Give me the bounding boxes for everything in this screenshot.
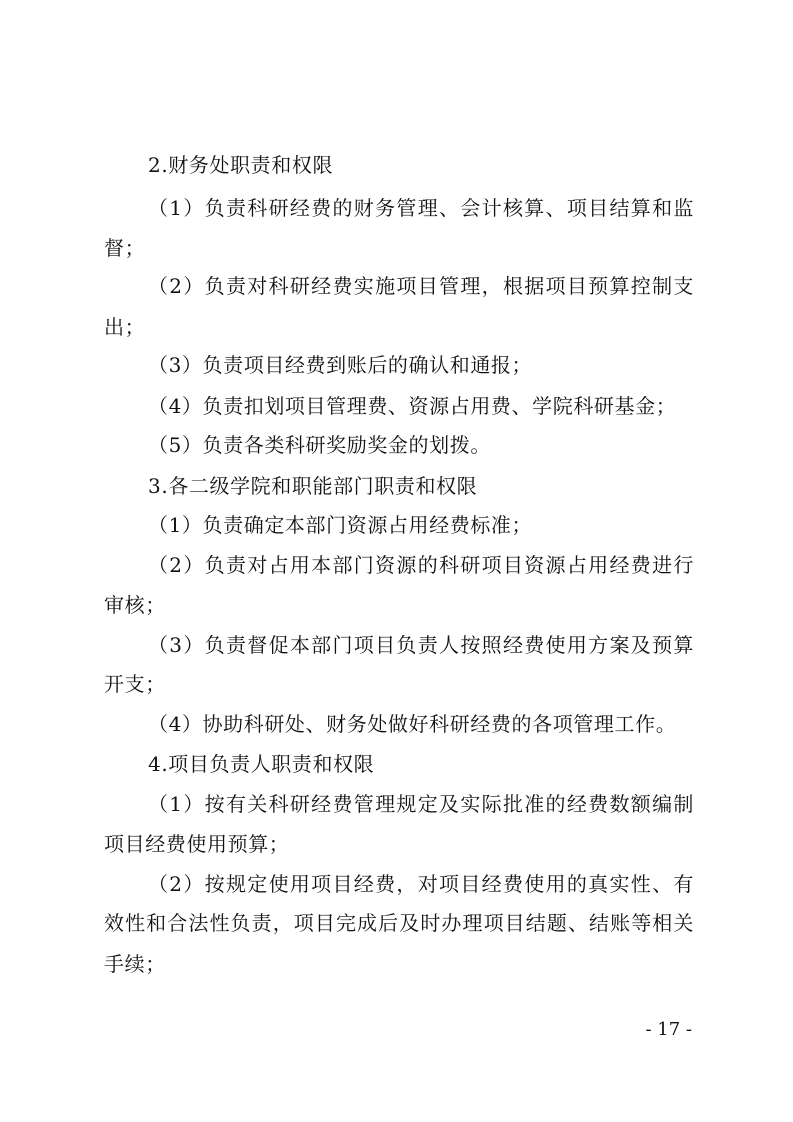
section-4-item-2-line-1: （2）按规定使用项目经费，对项目经费使用的真实性、有	[148, 872, 694, 896]
section-2-item-4: （4）负责扣划项目管理费、资源占用费、学院科研基金；	[148, 394, 677, 418]
section-2-heading: 2.财务处职责和权限	[148, 153, 334, 177]
section-2-item-1-line-1: （1）负责科研经费的财务管理、会计核算、项目结算和监	[148, 196, 694, 220]
section-2-item-3: （3）负责项目经费到账后的确认和通报；	[148, 353, 533, 377]
section-3-item-4: （4）协助科研处、财务处做好科研经费的各项管理工作。	[148, 712, 677, 736]
section-3-item-2-line-1: （2）负责对占用本部门资源的科研项目资源占用经费进行	[148, 553, 694, 577]
section-2-item-1-line-2: 督；	[104, 236, 146, 260]
section-3-heading: 3.各二级学院和职能部门职责和权限	[148, 474, 478, 498]
section-4-heading: 4.项目负责人职责和权限	[148, 752, 375, 776]
section-3-item-3-line-2: 开支；	[104, 672, 166, 696]
section-4-item-2-line-2: 效性和合法性负责，项目完成后及时办理项目结题、结账等相关	[104, 911, 694, 935]
section-3-item-2-line-2: 审核；	[104, 593, 166, 617]
section-4-item-1-line-2: 项目经费使用预算；	[104, 832, 290, 856]
section-3-item-3-line-1: （3）负责督促本部门项目负责人按照经费使用方案及预算	[148, 633, 694, 657]
section-2-item-2-line-2: 出；	[104, 315, 146, 339]
section-3-item-1: （1）负责确定本部门资源占用经费标准；	[148, 513, 533, 537]
page-number: - 17 -	[645, 1019, 692, 1040]
section-4-item-2-line-3: 手续；	[104, 952, 166, 976]
section-2-item-5: （5）负责各类科研奖励奖金的划拨。	[148, 433, 491, 457]
section-2-item-2-line-1: （2）负责对科研经费实施项目管理，根据项目预算控制支	[148, 274, 694, 298]
section-4-item-1-line-1: （1）按有关科研经费管理规定及实际批准的经费数额编制	[148, 792, 694, 816]
